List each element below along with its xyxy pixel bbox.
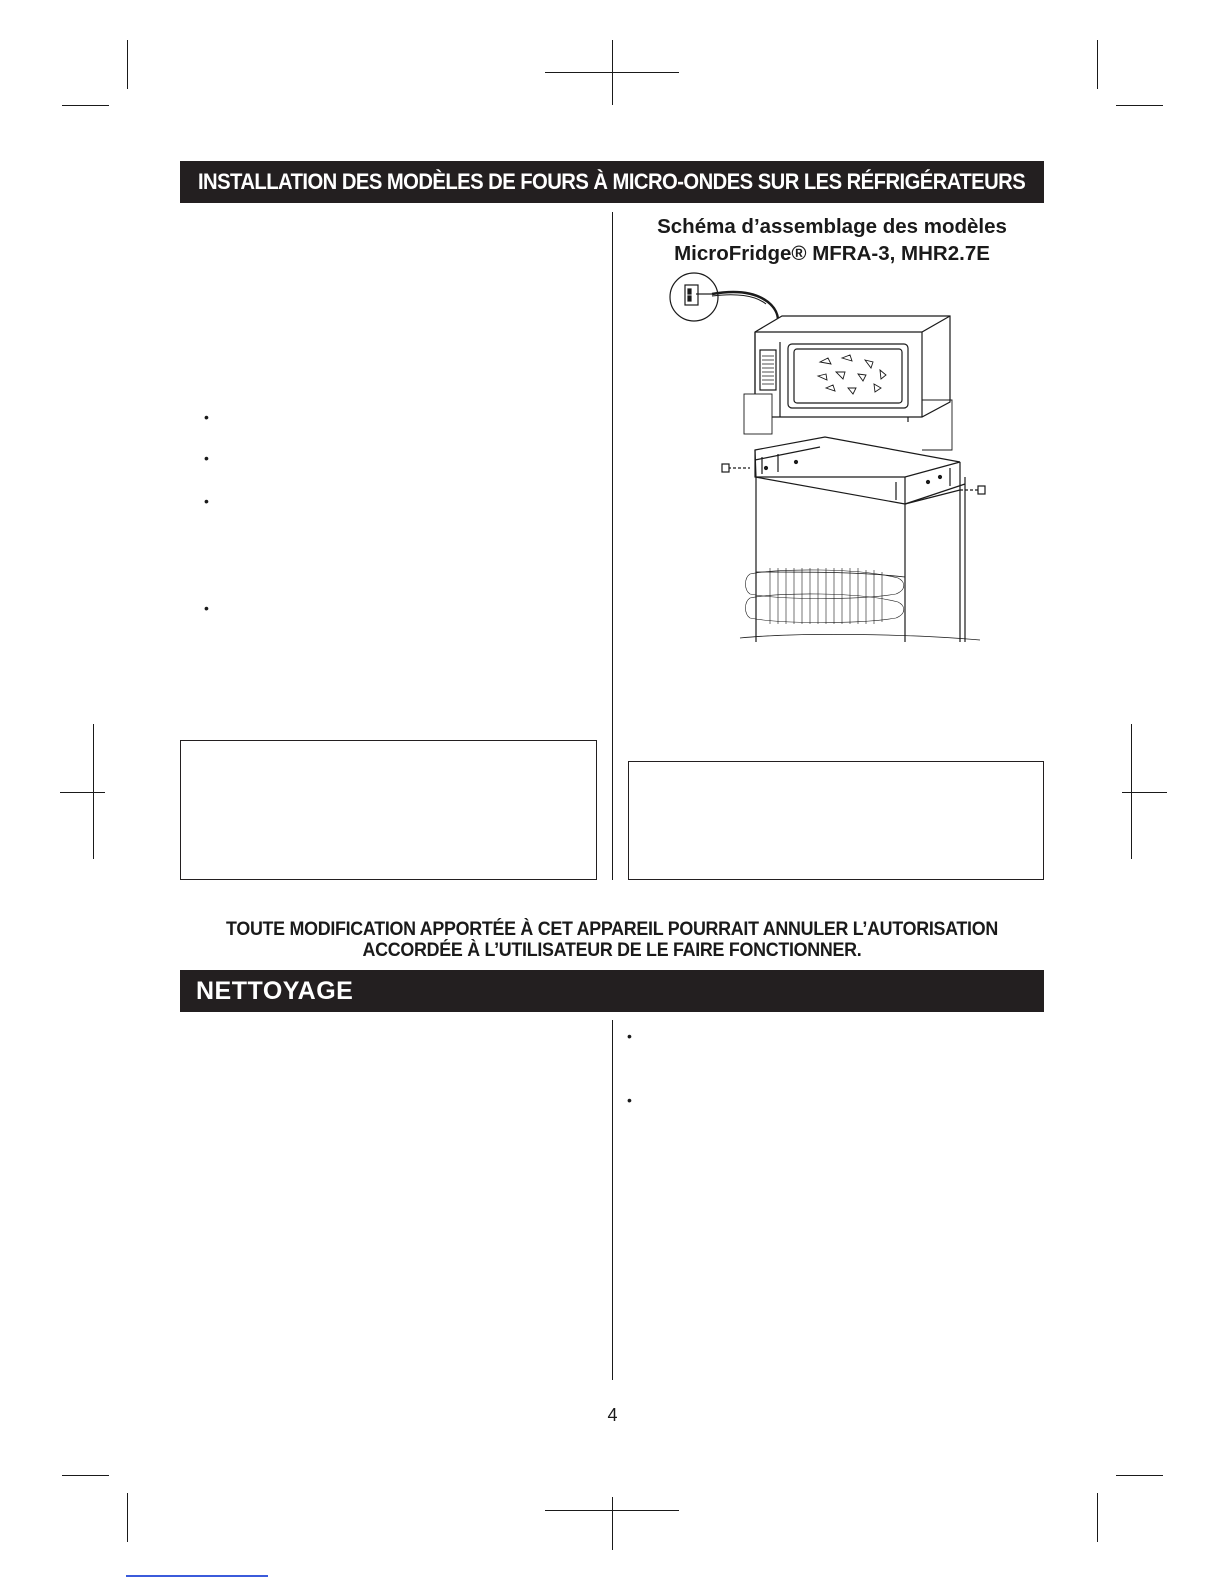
bullet-marker: •: [204, 409, 209, 425]
diagram-title: [620, 213, 1044, 267]
installation-header-text: INSTALLATION DES MODÈLES DE FOURS À MICRO-ONDES SUR LES RÉFRIGÉRATEURS: [198, 169, 1026, 194]
bullet-marker: •: [204, 600, 209, 616]
crop-mark: [1116, 1475, 1163, 1476]
bullet-marker: •: [204, 450, 209, 466]
crop-mark: [127, 1493, 128, 1542]
crop-mark: [93, 724, 94, 859]
column-divider: [612, 1020, 613, 1380]
crop-mark: [1097, 1493, 1098, 1542]
crop-mark: [612, 1497, 613, 1550]
diagram-title-line-1: Schéma d’assemblage des modèles: [657, 215, 1007, 238]
refrigerator-illustration: [740, 477, 980, 642]
crop-mark: [1097, 40, 1098, 89]
crop-mark: [1116, 105, 1163, 106]
modification-warning: [180, 919, 1044, 961]
shelf-bracket-illustration: [755, 437, 960, 504]
assembly-diagram: [660, 272, 1000, 657]
outlet-icon: [670, 273, 718, 321]
footer-link-underline: [126, 1575, 268, 1577]
microwave-illustration: [755, 316, 950, 422]
bullet-marker: •: [627, 1092, 632, 1108]
installation-note-box-right: [628, 761, 1044, 880]
crop-mark: [1131, 724, 1132, 859]
crop-mark: [1122, 792, 1167, 793]
crop-mark: [60, 792, 105, 793]
warning-line-2: ACCORDÉE À L’UTILISATEUR DE LE FAIRE FONCTIONNER.: [362, 940, 862, 961]
installation-note-box-left: [180, 740, 597, 880]
page-number: 4: [607, 1405, 618, 1425]
bullet-marker: •: [204, 493, 209, 509]
bullet-marker: •: [627, 1028, 632, 1044]
crop-mark: [62, 105, 109, 106]
installation-section-header: [180, 161, 1044, 203]
crop-mark: [62, 1475, 109, 1476]
cleaning-section-header: [180, 970, 1044, 1012]
column-divider: [612, 212, 613, 880]
diagram-title-line-2: MicroFridge® MFRA-3, MHR2.7E: [674, 242, 990, 265]
crop-mark: [612, 40, 613, 105]
cleaning-header-text: NETTOYAGE: [196, 976, 354, 1005]
warning-line-1: TOUTE MODIFICATION APPORTÉE À CET APPAREIL POURRAIT ANNULER L’AUTORISATION: [226, 919, 998, 940]
crop-mark: [127, 40, 128, 89]
